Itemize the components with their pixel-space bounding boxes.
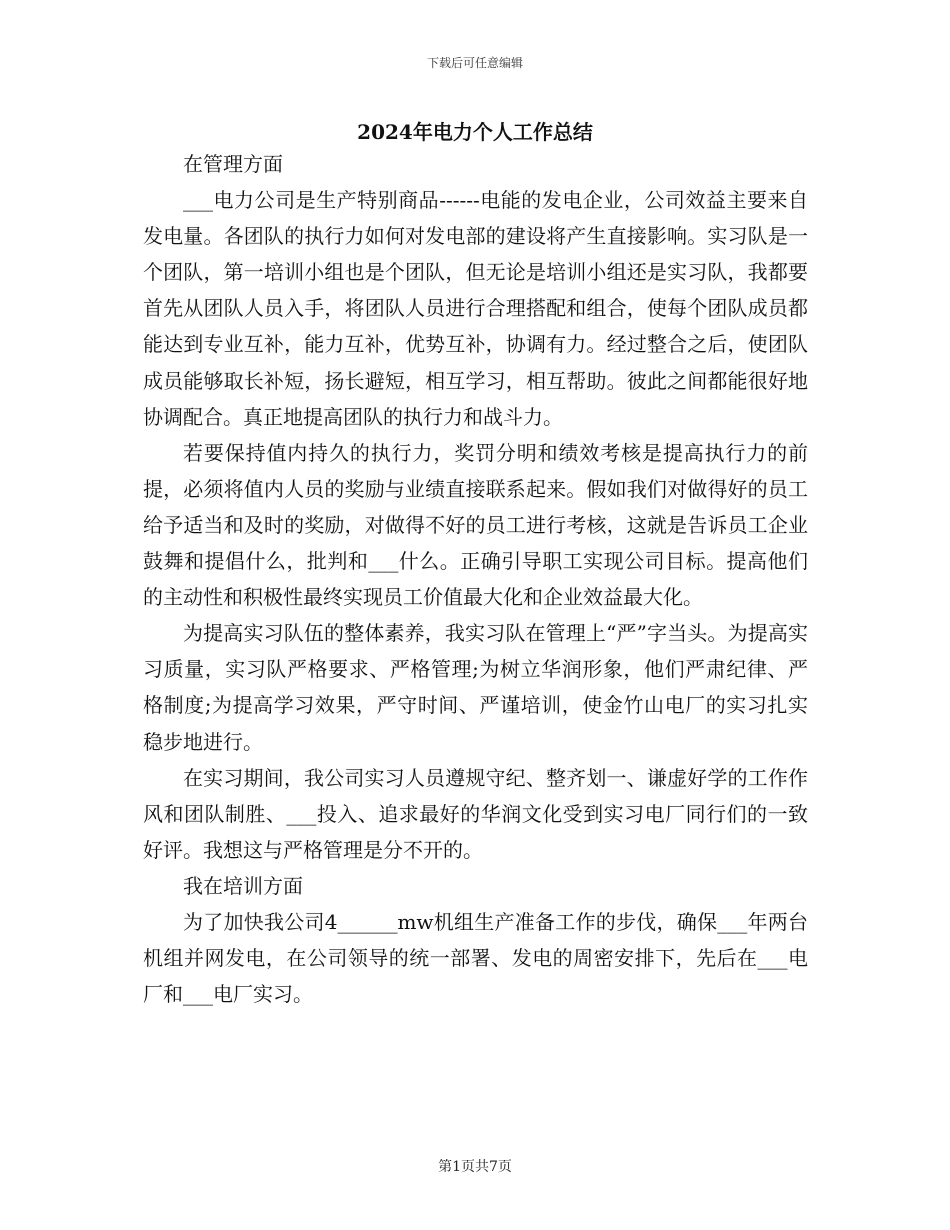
section-heading-management: 在管理方面: [183, 152, 283, 176]
body-paragraph: ___电力公司是生产特别商品------电能的发电企业，公司效益主要来自发电量。各团队的执行力如何对发电部的建设将产生直接影响。实习队是一个团队，第一培训小组也是个团队，但无论是培训小组还是实习队，我都要首先从团队人员入手，将团队人员进行合理搭配和组合，使每个团队成员都能达到专业互补，能力互补，优势互补，协调有力。经过整合之后，使团队成员能够取长补短，扬长避短，相互学习，相互帮助。彼此之间都能很好地协调配合。真正地提高团队的执行力和战斗力。: [143, 188, 808, 429]
body-paragraph: 若要保持值内持久的执行力，奖罚分明和绩效考核是提高执行力的前提，必须将值内人员的奖励与业绩直接联系起来。假如我们对做得好的员工给予适当和及时的奖励，对做得不好的员工进行考核，这就是告诉员工企业鼓舞和提倡什么，批判和___什么。正确引导职工实现公司目标。提高他们的主动性和积极性最终实现员工价值最大化和企业效益最大化。: [143, 440, 808, 610]
body-paragraph: 为提高实习队伍的整体素养，我实习队在管理上“严”字当头。为提高实习质量，实习队严格要求、严格管理;为树立华润形象，他们严肃纪律、严格制度;为提高学习效果，严守时间、严谨培训，使金竹山电厂的实习扎实稳步地进行。: [143, 621, 808, 754]
document-title: 2024年电力个人工作总结: [357, 120, 593, 144]
body-paragraph: 在实习期间，我公司实习人员遵规守纪、整齐划一、谦虚好学的工作作风和团队制胜、___投入、追求最好的华润文化受到实习电厂同行们的一致好评。我想这与严格管理是分不开的。: [143, 765, 808, 862]
body-paragraph: 为了加快我公司4______mw机组生产准备工作的步伐，确保___年两台机组并网发电，在公司领导的统一部署、发电的周密安排下，先后在___电厂和___电厂实习。: [143, 909, 808, 1007]
page-header: 下载后可任意编辑: [426, 56, 523, 70]
document-body: [143, 146, 808, 1012]
page-number: 第1页共7页: [438, 1159, 512, 1175]
section-heading-training: 我在培训方面: [183, 873, 303, 898]
